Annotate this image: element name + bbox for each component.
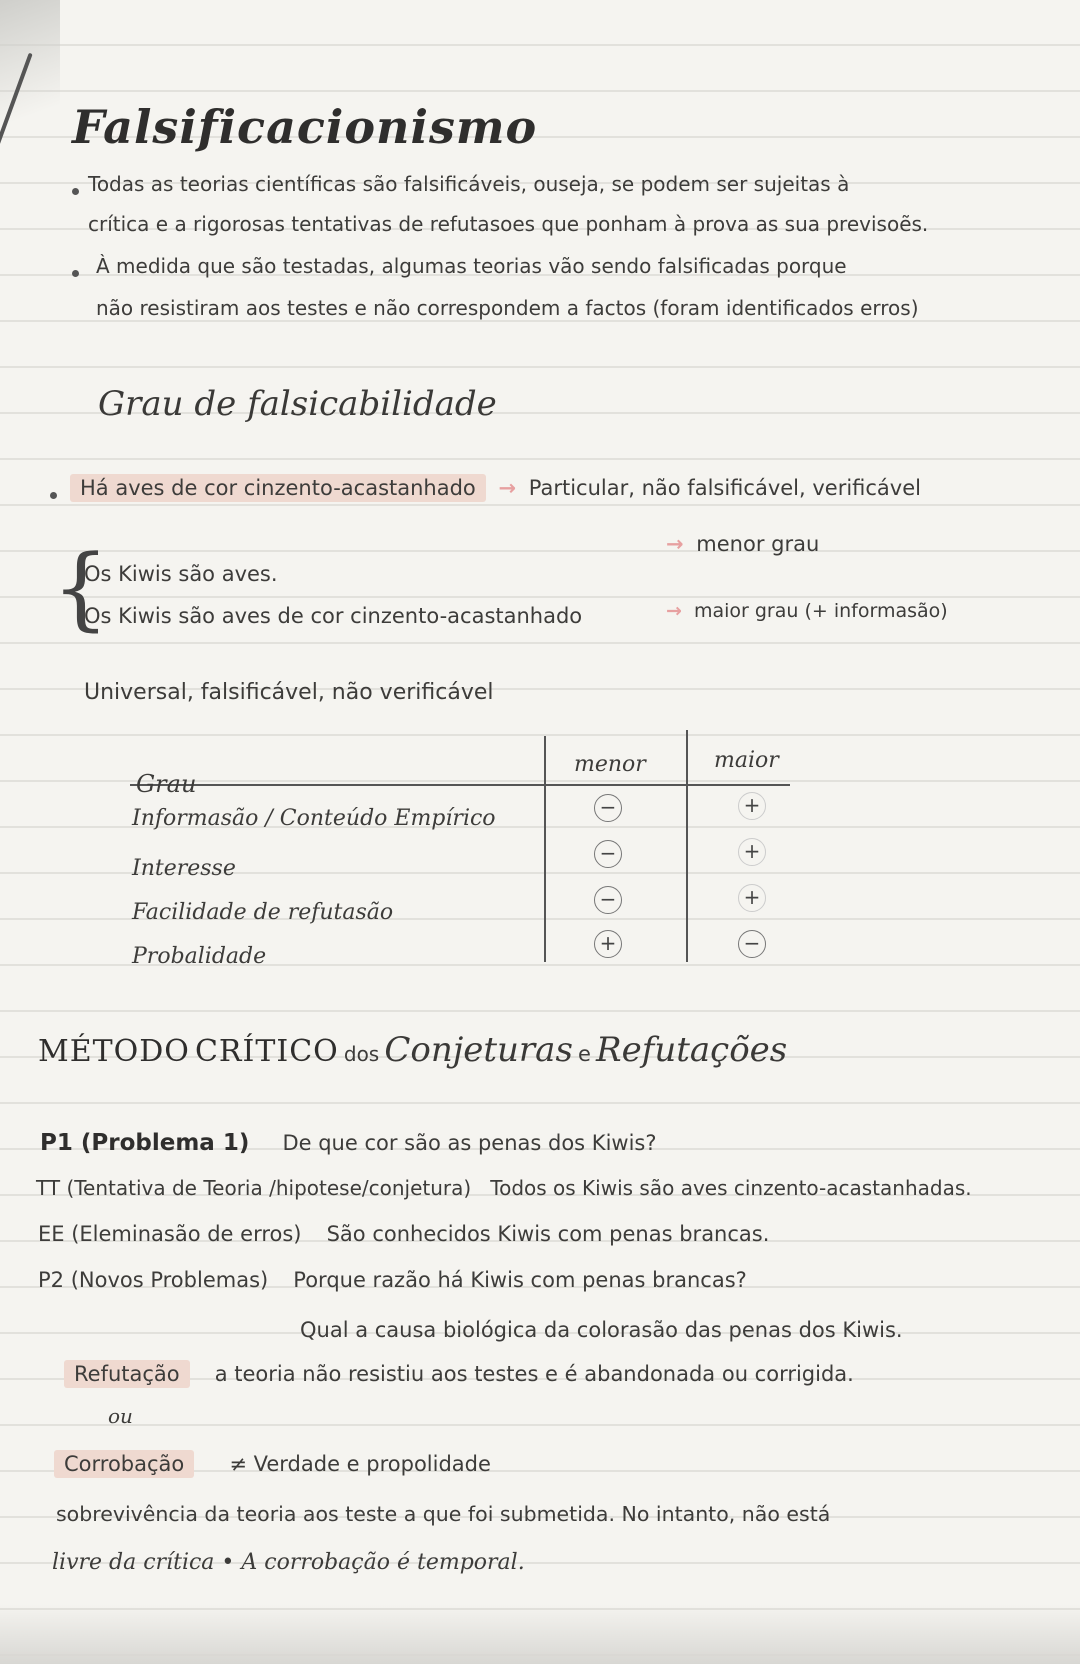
step-p1 [40,1130,657,1156]
minus-sign-icon: − [594,886,622,914]
page-corner-shadow [0,0,60,160]
table-divider [686,730,688,962]
step-tt-text: Todos os Kiwis são aves cinzento-acastanhadas. [490,1176,972,1200]
menor-grau-row [660,532,819,556]
method-caps2: CRÍTICO [194,1034,339,1069]
grau-example1-result: Particular, não falsificável, verificável [528,476,921,500]
grau-example1: Há aves de cor cinzento-acastanhado [70,474,486,502]
intro-bullet2-line1: À medida que são testadas, algumas teorias vão sendo falsificadas porque [96,254,847,278]
table-header-maior: maior [714,748,779,773]
pair-line1: Os Kiwis são aves. [84,562,278,586]
maior-grau-row [660,600,948,622]
page-title: Falsificacionismo [72,100,538,154]
method-script2: Refutações [596,1030,788,1070]
bullet-dot [72,270,79,277]
minus-sign-icon: − [738,930,766,958]
minus-sign-icon: − [594,840,622,868]
method-e: e [578,1042,591,1066]
table-divider [544,736,546,962]
step-ee-label: EE (Eleminasão de erros) [38,1222,302,1246]
curly-brace-icon: { [52,536,110,641]
plus-sign-icon: + [738,884,766,912]
table-row-label: Informasão / Conteúdo Empírico [132,806,496,831]
intro-bullet1-line2: crítica e a rigorosas tentativas de refutasoes que ponham à prova as sua previsoẽs. [88,212,929,236]
pair-line2: Os Kiwis são aves de cor cinzento-acastanhado [84,604,583,628]
plus-sign-icon: + [738,792,766,820]
method-heading [38,1030,787,1070]
menor-grau-label: menor grau [696,532,820,556]
step-p2 [38,1268,747,1292]
bullet-dot [50,492,57,499]
step-p2-label: P2 (Novos Problemas) [38,1268,269,1292]
ou-text: ou [108,1404,133,1428]
table-header-menor: menor [574,752,646,777]
step-p2-text2: Qual a causa biológica da colorasão das penas dos Kiwis. [300,1318,903,1342]
minus-sign-icon: − [594,794,622,822]
plus-sign-icon: + [738,838,766,866]
final-line1: sobrevivência da teoria aos teste a que foi submetida. No intanto, não está [56,1502,831,1526]
corroboracao-label: Corrobação [54,1450,194,1478]
table-row-label: Probalidade [132,944,267,969]
step-tt [36,1176,972,1200]
universal-line: Universal, falsificável, não verificável [84,680,494,705]
intro-bullet1-line1: Todas as teorias científicas são falsificáveis, ouseja, se podem ser sujeitas à [88,172,850,196]
grau-heading: Grau de falsicabilidade [98,384,497,424]
table-row-label: Interesse [132,856,236,881]
page-bottom-shadow [0,1604,1080,1664]
refutacao-label: Refutação [64,1360,190,1388]
step-p2-text1: Porque razão há Kiwis com penas brancas? [293,1268,747,1292]
table-row-label: Facilidade de refutasão [132,900,394,925]
intro-bullet2-line2: não resistiram aos testes e não correspondem a factos (foram identificados erros) [96,296,919,320]
bullet-dot [72,188,79,195]
step-p1-label: P1 (Problema 1) [40,1130,250,1156]
method-script1: Conjeturas [384,1030,573,1070]
grau-example1-row [70,476,921,500]
arrow-right-icon: → [666,532,684,556]
step-ee-text: São conhecidos Kiwis com penas brancas. [326,1222,770,1246]
maior-grau-label: maior grau (+ informasão) [693,600,948,622]
table-header-grau: Grau [136,770,197,798]
arrow-right-icon: → [666,600,682,622]
corroboracao-row [54,1452,491,1476]
plus-sign-icon: + [594,930,622,958]
step-tt-label: TT (Tentativa de Teoria /hipotese/conjetura) [36,1176,472,1200]
refutacao-text: a teoria não resistiu aos testes e é abandonada ou corrigida. [214,1362,854,1386]
table-header-line [130,784,790,786]
arrow-right-icon: → [498,476,517,500]
step-p1-text: De que cor são as penas dos Kiwis? [282,1131,657,1155]
refutacao-row [64,1362,854,1386]
final-line2: livre da crítica • A corrobação é temporal. [52,1550,525,1575]
step-ee [38,1222,769,1246]
corroboracao-text: ≠ Verdade e propolidade [229,1452,491,1476]
method-caps1: MÉTODO [38,1034,190,1069]
method-dos: dos [343,1042,380,1066]
